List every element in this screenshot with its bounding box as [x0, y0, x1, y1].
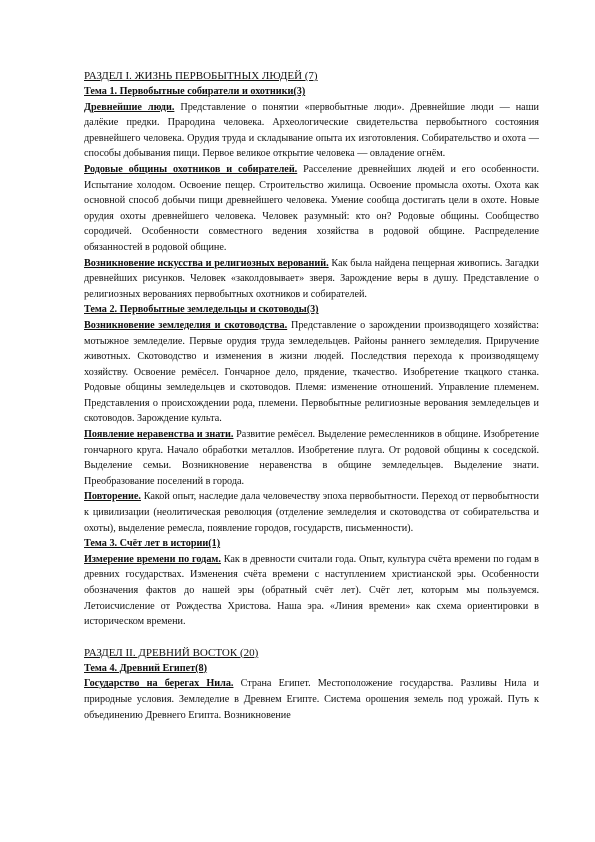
topic-heading: Тема 2. Первобытные земледельцы и скотоводы(3) [84, 304, 319, 316]
paragraph-text: Расселение древнейших людей и его особенности. Испытание холодом. Освоение пещер. Строительство жилища. Освоение промысла охоты. Охота как основной способ добычи пищи древнейшего человека. Умение сообща достигать цели в охоте. Новые орудия охоты древнейшего человека. Человек разумный: кто он? Родовые общины. Сообщество сородичей. Особенности совместного ведения хозяйства в родовой общине. Распределение обязанностей в родовой общине. [84, 163, 539, 253]
paragraph-text: Какой опыт, наследие дала человечеству эпоха первобытности. Переход от первобытности к цивилизации (неолитическая революция (отделение земледелия и скотоводства от собирательства и охоты), выделение ремесла, появление городов, государств, письменности). [84, 491, 539, 534]
paragraph-lead: Возникновение искусства и религиозных верований. [84, 257, 329, 269]
paragraph-text: Развитие ремёсел. Выделение ремесленников в общине. Изобретение гончарного круга. Начало обработки металлов. Изобретение плуга. От родовой общины к соседской. Выделение семьи. Возникновение неравенства в общине земледельцев. Выделение знати. Преобразование поселений в города. [84, 429, 539, 487]
paragraph-text: Как в древности считали года. Опыт, культура счёта времени по годам в древних государствах. Изменения счёта времени с наступлением христианской эры. Особенности обозначения фактов до нашей эры (обратный счёт лет). Счёт лет, которым мы пользуемся. Летоисчисление от Рождества Христова. Наша эра. «Линия времени» как схема ориентировки в историческом времени. [84, 553, 539, 628]
paragraph-lead: Возникновение земледелия и скотоводства. [84, 319, 288, 331]
paragraph-lead: Измерение времени по годам. [84, 553, 221, 565]
paragraph-lead: Государство на берегах Нила. [84, 678, 234, 690]
paragraph-text: Страна Египет. Местоположение государства. Разливы Нила и природные условия. Земледелие в Древнем Египте. Система орошения земель под урожай. Путь к объединению Древнего Египта. Возникновение [84, 678, 540, 721]
topic-heading: Тема 1. Первобытные собиратели и охотники(3) [84, 86, 306, 97]
section-heading: РАЗДЕЛ II. ДРЕВНИЙ ВОСТОК (20) [84, 646, 259, 659]
topic-heading: Тема 4. Древний Египет(8) [84, 662, 208, 674]
paragraph-lead: Родовые общины охотников и собирателей. [84, 163, 298, 175]
paragraph-text: Представление о понятии «первобытные люди». Древнейшие люди — наши далёкие предки. Прародина человека. Археологические свидетельства первобытного состояния древнейшего человека. Орудия труда и складывание опыта их изготовления. Собирательство и охота — способы добывания пищи. Первое великое открытие человека — овладение огнём. [84, 101, 539, 160]
paragraph-lead: Появление неравенства и знати. [84, 429, 234, 441]
paragraph [84, 318, 539, 427]
paragraph-text: Представление о зарождении производящего хозяйства: мотыжное земледелие. Первые орудия труда земледельцев. Районы раннего земледелия. Приручение животных. Скотоводство и изменения в жизни людей. Последствия перехода к производящему хозяйству. Освоение ремёсел. Гончарное дело, прядение, ткачество. Изобретение ткацкого станка. Родовые общины земледельцев и скотоводов. Племя: изменение отношений. Управление племенем. Представления о происхождении рода, племени. Первобытные религиозные верования земледельцев и скотоводов. Зарождение культа. [84, 319, 539, 425]
topic-heading: Тема 3. Счёт лет в истории(1) [84, 538, 221, 550]
paragraph [84, 256, 539, 303]
paragraph-lead: Повторение. [84, 491, 141, 503]
section-heading: РАЗДЕЛ I. ЖИЗНЬ ПЕРВОБЫТНЫХ ЛЮДЕЙ (7) [84, 70, 318, 82]
paragraph-text: Как была найдена пещерная живопись. Загадки древнейших рисунков. Человек «заколдовывает» зверя. Зарождение веры в душу. Представление о религиозных верованиях первобытных охотников и собирателей. [84, 257, 539, 300]
paragraph [84, 552, 539, 630]
paragraph [84, 489, 539, 536]
paragraph [84, 676, 539, 723]
paragraph [84, 100, 539, 162]
paragraph-lead: Древнейшие люди. [84, 101, 175, 113]
paragraph [84, 162, 539, 256]
paragraph [84, 427, 539, 489]
document-page [84, 68, 539, 723]
